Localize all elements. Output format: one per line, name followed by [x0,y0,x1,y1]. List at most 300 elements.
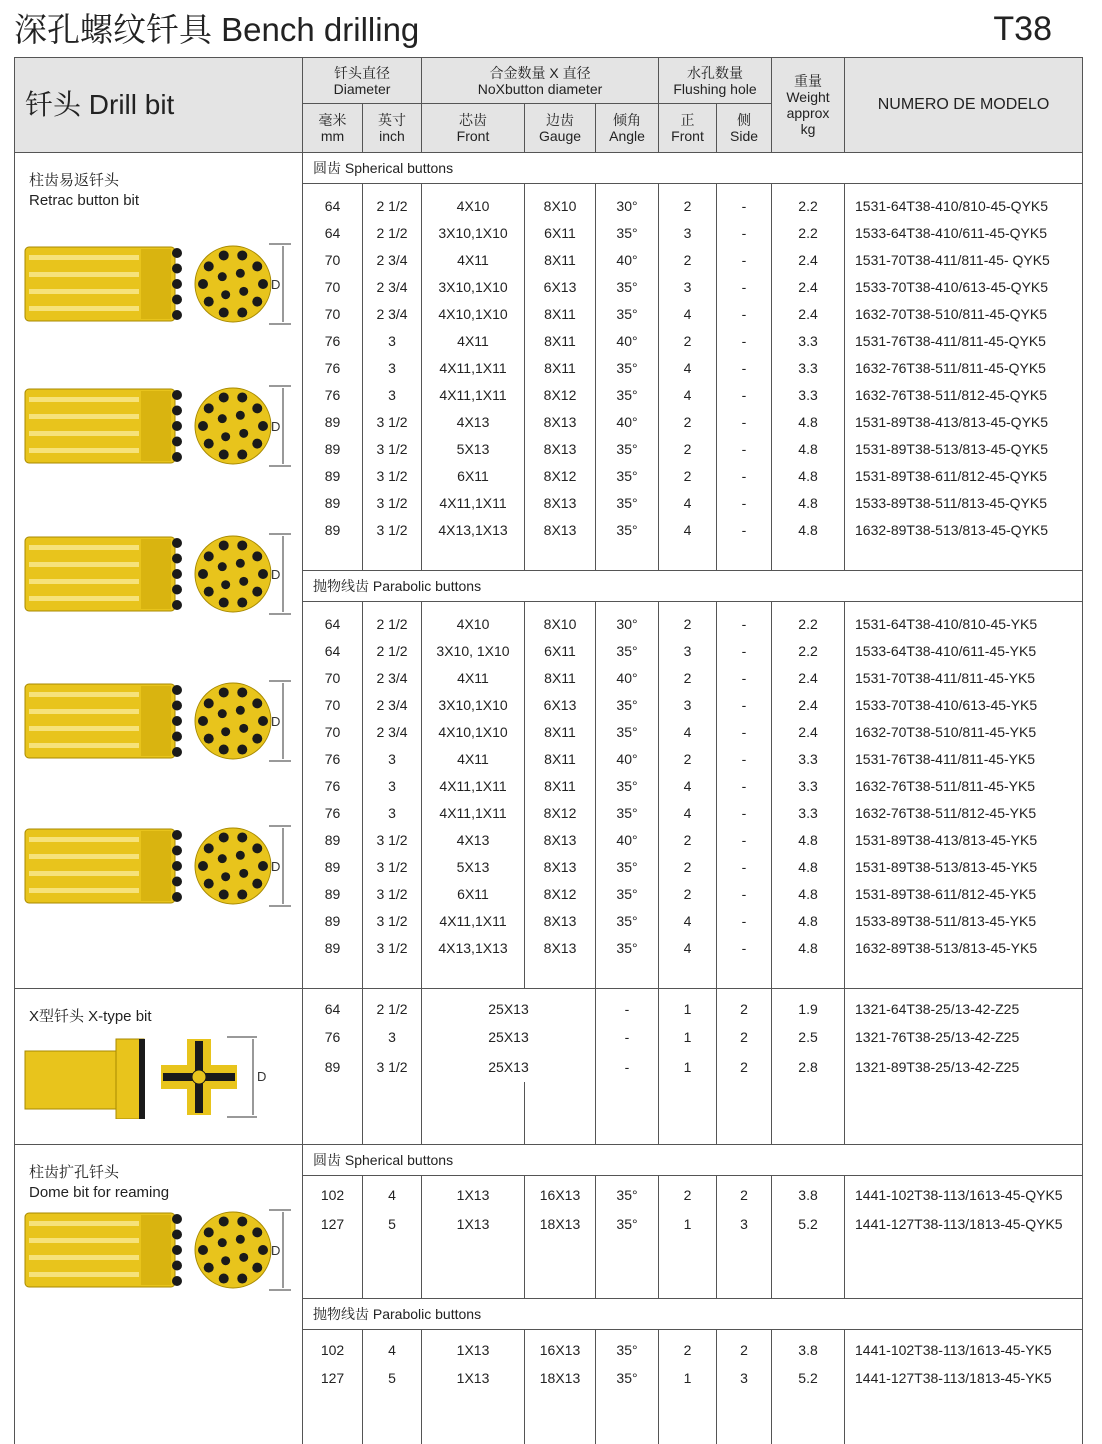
cell-gauge: 8X11 [525,718,596,745]
svg-text:D: D [257,1069,267,1084]
cell-inch: 3 1/2 [363,907,422,934]
empty-cell [422,1082,525,1144]
cell-flush-front: 2 [659,664,717,691]
cell-model: 1531-76T38-411/811-45-QYK5 [845,327,1083,354]
cell-flush-side: - [717,273,772,300]
cell-weight: 3.3 [772,745,845,772]
cell-model: 1632-70T38-510/811-45-QYK5 [845,300,1083,327]
cell-gauge: 6X11 [525,219,596,246]
empty-cell [525,543,596,571]
cell-mm: 89 [303,934,363,961]
cell-angle: 35° [596,1175,659,1209]
cell-model: 1632-76T38-511/812-45-YK5 [845,799,1083,826]
cell-model: 1321-89T38-25/13-42-Z25 [845,1052,1083,1082]
cell-inch: 2 3/4 [363,664,422,691]
drill-bit-image [21,1029,291,1125]
cell-gauge: 8X13 [525,934,596,961]
cell-weight: 2.2 [772,184,845,220]
empty-cell [422,1393,525,1444]
cell-model: 1531-89T38-413/813-45-YK5 [845,826,1083,853]
table-row [15,989,1083,1023]
empty-cell [845,1393,1083,1444]
empty-cell [525,1239,596,1299]
empty-cell [596,961,659,989]
cell-flush-front: 2 [659,408,717,435]
svg-text:D: D [271,714,281,729]
empty-cell [525,1393,596,1444]
cell-weight: 3.8 [772,1175,845,1209]
cell-flush-side: 2 [717,1330,772,1364]
empty-cell [717,1239,772,1299]
cell-mm: 102 [303,1330,363,1364]
cell-model: 1533-70T38-410/613-45-QYK5 [845,273,1083,300]
cell-flush-front: 2 [659,602,717,638]
cell-front: 6X11 [422,462,525,489]
cell-weight: 4.8 [772,880,845,907]
cell-inch: 3 [363,745,422,772]
cell-inch: 3 1/2 [363,489,422,516]
cell-mm: 70 [303,691,363,718]
cell-flush-front: 4 [659,381,717,408]
empty-cell [363,543,422,571]
cell-flush-side: - [717,408,772,435]
cell-flush-front: 4 [659,772,717,799]
empty-cell [717,543,772,571]
cell-inch: 4 [363,1330,422,1364]
cell-mm: 76 [303,1022,363,1052]
cell-front: 4X11 [422,246,525,273]
cell-front: 1X13 [422,1175,525,1209]
cell-mm: 76 [303,772,363,799]
cell-front: 4X10 [422,184,525,220]
cell-angle: - [596,989,659,1023]
cell-flush-front: 4 [659,354,717,381]
cell-weight: 4.8 [772,435,845,462]
cell-inch: 5 [363,1209,422,1239]
col-front: 芯齿 Front [422,104,525,153]
cell-mm: 89 [303,408,363,435]
cell-model: 1632-76T38-511/811-45-YK5 [845,772,1083,799]
cell-mm: 76 [303,745,363,772]
col-mm: 毫米 mm [303,104,363,153]
cell-flush-side: - [717,354,772,381]
cell-flush-side: 2 [717,989,772,1023]
cell-weight: 2.5 [772,1022,845,1052]
cell-flush-front: 1 [659,1052,717,1082]
cell-flush-front: 4 [659,907,717,934]
empty-cell [845,961,1083,989]
product-cell [15,153,303,989]
cell-flush-front: 1 [659,1022,717,1052]
product-name: 柱齿易返钎头 Retrac button bit [29,172,140,209]
group-title: 抛物线齿 Parabolic buttons [303,571,1083,602]
cell-inch: 2 3/4 [363,718,422,745]
cell-nox: 25X13 [422,1052,596,1082]
cell-weight: 2.4 [772,300,845,327]
cell-inch: 3 [363,327,422,354]
cell-gauge: 18X13 [525,1209,596,1239]
empty-cell [303,1393,363,1444]
cell-angle: 40° [596,664,659,691]
cell-mm: 89 [303,435,363,462]
cell-model: 1632-89T38-513/813-45-QYK5 [845,516,1083,543]
cell-angle: 35° [596,772,659,799]
cell-mm: 64 [303,219,363,246]
cell-inch: 3 1/2 [363,826,422,853]
cell-gauge: 8X13 [525,516,596,543]
cell-flush-side: 2 [717,1175,772,1209]
cell-model: 1531-76T38-411/811-45-YK5 [845,745,1083,772]
cell-flush-front: 3 [659,637,717,664]
cell-flush-side: - [717,745,772,772]
svg-text:D: D [271,1242,281,1258]
cell-front: 1X13 [422,1363,525,1393]
cell-flush-side: - [717,489,772,516]
cell-inch: 2 3/4 [363,300,422,327]
cell-inch: 3 1/2 [363,435,422,462]
cell-weight: 3.3 [772,772,845,799]
cell-mm: 76 [303,327,363,354]
cell-mm: 76 [303,381,363,408]
cell-angle: 35° [596,691,659,718]
cell-model: 1632-76T38-511/811-45-QYK5 [845,354,1083,381]
cell-front: 1X13 [422,1209,525,1239]
cell-model: 1441-127T38-113/1813-45-YK5 [845,1363,1083,1393]
cell-angle: 40° [596,408,659,435]
empty-cell [845,543,1083,571]
col-flushing: 水孔数量 Flushing hole [659,58,772,104]
cell-gauge: 8X11 [525,327,596,354]
cell-angle: 35° [596,462,659,489]
cell-weight: 2.4 [772,273,845,300]
cell-angle: 40° [596,327,659,354]
cell-inch: 2 3/4 [363,691,422,718]
cell-weight: 4.8 [772,516,845,543]
cell-weight: 2.8 [772,1052,845,1082]
cell-flush-side: - [717,826,772,853]
cell-flush-front: 1 [659,989,717,1023]
cell-inch: 3 1/2 [363,516,422,543]
cell-model: 1533-70T38-410/613-45-YK5 [845,691,1083,718]
cell-front: 4X10,1X10 [422,718,525,745]
cell-angle: 35° [596,516,659,543]
product-name: X型钎头 X-type bit [29,1008,152,1025]
cell-flush-front: 4 [659,489,717,516]
cell-front: 3X10,1X10 [422,219,525,246]
spec-table [14,57,1083,1444]
group-header-row [15,153,1083,184]
cell-gauge: 8X10 [525,184,596,220]
cell-angle: 35° [596,799,659,826]
cell-flush-front: 2 [659,435,717,462]
cell-front: 4X11,1X11 [422,489,525,516]
col-angle: 倾角 Angle [596,104,659,153]
empty-cell [303,961,363,989]
cell-front: 1X13 [422,1330,525,1364]
cell-flush-side: - [717,219,772,246]
empty-cell [422,961,525,989]
cell-model: 1632-70T38-510/811-45-YK5 [845,718,1083,745]
cell-mm: 64 [303,602,363,638]
cell-angle: 35° [596,1209,659,1239]
cell-angle: 35° [596,219,659,246]
cell-model: 1441-102T38-113/1613-45-YK5 [845,1330,1083,1364]
drill-bit-image [21,676,291,772]
cell-flush-side: - [717,853,772,880]
cell-weight: 4.8 [772,826,845,853]
empty-cell [422,1239,525,1299]
cell-weight: 4.8 [772,489,845,516]
cell-gauge: 8X11 [525,246,596,273]
cell-weight: 3.3 [772,799,845,826]
product-cell [15,1144,303,1444]
cell-mm: 64 [303,184,363,220]
empty-cell [717,1393,772,1444]
cell-gauge: 8X11 [525,745,596,772]
drill-bit-image [21,239,291,335]
cell-front: 4X11 [422,745,525,772]
empty-cell [772,1239,845,1299]
svg-text:D: D [271,277,281,292]
cell-weight: 2.4 [772,246,845,273]
cell-gauge: 8X12 [525,880,596,907]
empty-cell [717,961,772,989]
cell-inch: 3 1/2 [363,408,422,435]
cell-gauge: 8X13 [525,853,596,880]
cell-angle: 35° [596,300,659,327]
cell-angle: 40° [596,745,659,772]
cell-front: 5X13 [422,853,525,880]
empty-cell [845,1239,1083,1299]
cell-flush-side: - [717,718,772,745]
product-cell [15,989,303,1145]
cell-flush-side: - [717,691,772,718]
group-title: 圆齿 Spherical buttons [303,1144,1083,1175]
cell-mm: 76 [303,354,363,381]
cell-flush-front: 4 [659,799,717,826]
cell-angle: 35° [596,907,659,934]
cell-angle: 35° [596,273,659,300]
cell-inch: 3 [363,381,422,408]
cell-gauge: 8X12 [525,799,596,826]
cell-front: 4X10 [422,602,525,638]
cell-front: 4X11,1X11 [422,799,525,826]
cell-model: 1632-76T38-511/812-45-QYK5 [845,381,1083,408]
cell-front: 3X10,1X10 [422,691,525,718]
cell-inch: 3 [363,1022,422,1052]
empty-cell [525,1082,596,1144]
empty-cell [772,543,845,571]
empty-cell [363,961,422,989]
cell-model: 1531-89T38-413/813-45-QYK5 [845,408,1083,435]
cell-model: 1321-76T38-25/13-42-Z25 [845,1022,1083,1052]
cell-flush-front: 2 [659,745,717,772]
page-title: 深孔螺纹钎具 Bench drilling [14,11,420,48]
cell-angle: 35° [596,637,659,664]
cell-mm: 70 [303,664,363,691]
cell-mm: 89 [303,1052,363,1082]
col-nox: 合金数量 X 直径 NoXbutton diameter [422,58,659,104]
cell-nox: 25X13 [422,989,596,1023]
cell-weight: 4.8 [772,408,845,435]
cell-flush-front: 2 [659,184,717,220]
svg-text:D: D [271,567,281,582]
empty-cell [596,1393,659,1444]
cell-inch: 3 1/2 [363,1052,422,1082]
cell-gauge: 8X11 [525,772,596,799]
cell-gauge: 8X13 [525,826,596,853]
cell-flush-front: 3 [659,219,717,246]
cell-flush-front: 2 [659,1330,717,1364]
cell-gauge: 8X11 [525,354,596,381]
col-inch: 英寸 inch [363,104,422,153]
cell-inch: 3 1/2 [363,880,422,907]
cell-model: 1533-89T38-511/813-45-YK5 [845,907,1083,934]
cell-inch: 3 [363,354,422,381]
group-title: 抛物线齿 Parabolic buttons [303,1299,1083,1330]
cell-flush-side: - [717,516,772,543]
cell-model: 1531-70T38-411/811-45- QYK5 [845,246,1083,273]
cell-gauge: 6X11 [525,637,596,664]
cell-front: 4X13 [422,826,525,853]
cell-angle: - [596,1022,659,1052]
cell-angle: 40° [596,826,659,853]
cell-gauge: 18X13 [525,1363,596,1393]
cell-front: 4X11,1X11 [422,907,525,934]
empty-cell [525,961,596,989]
cell-flush-front: 1 [659,1209,717,1239]
cell-front: 6X11 [422,880,525,907]
cell-front: 4X10,1X10 [422,300,525,327]
cell-gauge: 16X13 [525,1330,596,1364]
empty-cell [659,961,717,989]
cell-flush-side: - [717,435,772,462]
cell-flush-side: - [717,300,772,327]
cell-flush-front: 2 [659,880,717,907]
cell-weight: 5.2 [772,1209,845,1239]
cell-angle: 35° [596,853,659,880]
cell-front: 4X11 [422,664,525,691]
cell-nox: 25X13 [422,1022,596,1052]
cell-flush-side: - [717,907,772,934]
cell-weight: 1.9 [772,989,845,1023]
cell-weight: 3.3 [772,354,845,381]
cell-flush-side: - [717,327,772,354]
cell-angle: 35° [596,718,659,745]
col-flush-side: 侧 Side [717,104,772,153]
cell-front: 4X13,1X13 [422,516,525,543]
cell-angle: 40° [596,246,659,273]
cell-mm: 89 [303,826,363,853]
cell-mm: 89 [303,853,363,880]
cell-weight: 3.3 [772,327,845,354]
cell-weight: 5.2 [772,1363,845,1393]
group-header-row [15,1144,1083,1175]
cell-weight: 3.3 [772,381,845,408]
cell-angle: 30° [596,184,659,220]
product-name: 柱齿扩孔钎头 Dome bit for reaming [29,1163,170,1201]
drill-bit-image [21,821,291,917]
cell-flush-front: 2 [659,826,717,853]
cell-inch: 2 3/4 [363,246,422,273]
empty-cell [596,543,659,571]
cell-inch: 2 1/2 [363,637,422,664]
empty-cell [596,1239,659,1299]
cell-weight: 2.2 [772,219,845,246]
empty-cell [845,1082,1083,1144]
cell-gauge: 8X13 [525,907,596,934]
cell-mm: 70 [303,246,363,273]
empty-cell [659,1239,717,1299]
cell-front: 3X10, 1X10 [422,637,525,664]
cell-flush-side: - [717,602,772,638]
cell-mm: 127 [303,1363,363,1393]
cell-front: 4X11,1X11 [422,354,525,381]
cell-angle: 35° [596,1363,659,1393]
cell-flush-front: 4 [659,718,717,745]
cell-inch: 3 [363,799,422,826]
cell-model: 1531-64T38-410/810-45-YK5 [845,602,1083,638]
cell-flush-side: - [717,637,772,664]
cell-mm: 89 [303,907,363,934]
cell-flush-side: 3 [717,1209,772,1239]
col-weight: 重量 Weight approx kg [772,58,845,153]
cell-model: 1533-64T38-410/611-45-QYK5 [845,219,1083,246]
cell-flush-side: - [717,462,772,489]
cell-inch: 3 1/2 [363,853,422,880]
cell-flush-side: 3 [717,1363,772,1393]
col-model: NUMERO DE MODELO [845,58,1083,153]
cell-gauge: 16X13 [525,1175,596,1209]
empty-cell [659,1082,717,1144]
cell-model: 1531-89T38-513/813-45-YK5 [845,853,1083,880]
cell-front: 4X11,1X11 [422,381,525,408]
cell-gauge: 8X11 [525,664,596,691]
cell-model: 1531-89T38-611/812-45-QYK5 [845,462,1083,489]
cell-angle: 35° [596,381,659,408]
cell-weight: 2.2 [772,637,845,664]
cell-mm: 127 [303,1209,363,1239]
cell-angle: 35° [596,934,659,961]
empty-cell [303,1082,363,1144]
cell-flush-side: - [717,799,772,826]
empty-cell [717,1082,772,1144]
cell-front: 5X13 [422,435,525,462]
cell-flush-front: 2 [659,853,717,880]
cell-flush-side: - [717,934,772,961]
cell-mm: 89 [303,489,363,516]
drill-bit-image [21,1205,291,1301]
cell-front: 4X11,1X11 [422,772,525,799]
cell-weight: 4.8 [772,907,845,934]
cell-model: 1632-89T38-513/813-45-YK5 [845,934,1083,961]
cell-flush-front: 1 [659,1363,717,1393]
cell-gauge: 8X13 [525,489,596,516]
cell-flush-side: - [717,772,772,799]
cell-mm: 89 [303,462,363,489]
empty-cell [772,1393,845,1444]
cell-flush-front: 4 [659,934,717,961]
cell-angle: 35° [596,489,659,516]
cell-model: 1531-89T38-611/812-45-YK5 [845,880,1083,907]
cell-flush-side: - [717,880,772,907]
cell-mm: 76 [303,799,363,826]
cell-inch: 3 1/2 [363,462,422,489]
cell-weight: 4.8 [772,462,845,489]
cell-mm: 64 [303,989,363,1023]
svg-text:D: D [271,419,281,434]
cell-model: 1531-89T38-513/813-45-QYK5 [845,435,1083,462]
